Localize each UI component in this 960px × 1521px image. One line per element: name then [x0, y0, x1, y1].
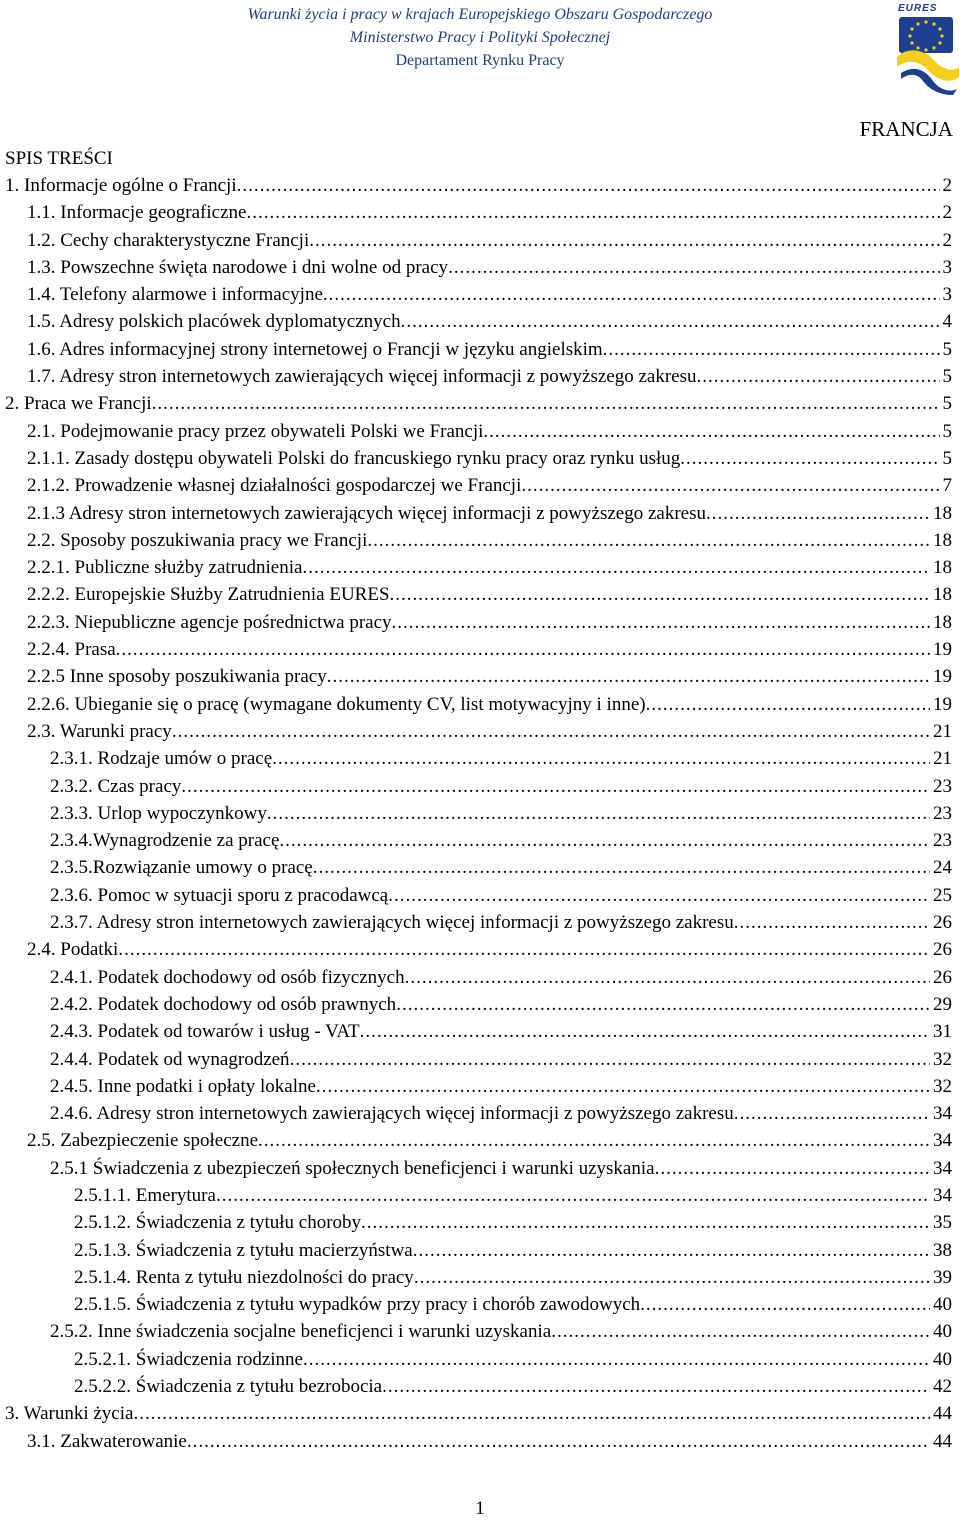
toc-entry-page: 5: [942, 420, 952, 442]
toc-entry-page: 3: [942, 284, 952, 306]
toc-entry[interactable]: [0, 472, 960, 499]
toc-dot-leader: [133, 1400, 930, 1427]
toc-entry[interactable]: [0, 1237, 960, 1264]
toc-entry[interactable]: [0, 1073, 960, 1100]
toc-entry-page: 5: [942, 338, 952, 360]
toc-entry-title: 2.4.5. Inne podatki i opłaty lokalne: [50, 1075, 316, 1097]
toc-entry-page: 18: [933, 529, 952, 551]
toc-dot-leader: [216, 1182, 930, 1209]
toc-entry-page: 40: [933, 1348, 952, 1370]
toc-dot-leader: [152, 390, 940, 417]
toc-entry[interactable]: [0, 718, 960, 745]
toc-entry-page: 29: [933, 993, 952, 1015]
toc-entry[interactable]: [0, 827, 960, 854]
toc-dot-leader: [327, 663, 930, 690]
toc-entry[interactable]: [0, 527, 960, 554]
header-line-3: Departament Rynku Pracy: [395, 52, 565, 69]
toc-entry-title: 2.4.2. Podatek dochodowy od osób prawnych: [50, 993, 397, 1015]
toc-dot-leader: [551, 1318, 930, 1345]
toc-entry-page: 25: [933, 884, 952, 906]
toc-entry[interactable]: [0, 909, 960, 936]
toc-dot-leader: [521, 472, 939, 499]
toc-entry[interactable]: [0, 745, 960, 772]
toc-dot-leader: [116, 636, 930, 663]
toc-entry-title: 2.1.1. Zasady dostępu obywateli Polski do francuskiego rynku pracy oraz rynku usług: [27, 447, 681, 469]
toc-entry[interactable]: [0, 936, 960, 963]
toc-entry[interactable]: [0, 1373, 960, 1400]
toc-entry-title: 2.5.1.4. Renta z tytułu niezdolności do pracy: [74, 1266, 414, 1288]
toc-entry-page: 32: [933, 1048, 952, 1070]
toc-dot-leader: [646, 691, 930, 718]
toc-entry-page: 18: [933, 584, 952, 606]
toc-dot-leader: [392, 609, 930, 636]
toc-entry[interactable]: [0, 1209, 960, 1236]
toc-entry-page: 23: [933, 775, 952, 797]
toc-dot-leader: [172, 718, 930, 745]
toc-entry-page: 2: [942, 202, 952, 224]
toc-entry-title: 2.2. Sposoby poszukiwania pracy we Francji: [27, 529, 368, 551]
toc-entry[interactable]: [0, 500, 960, 527]
header-text: [0, 3, 960, 72]
toc-entry[interactable]: [0, 390, 960, 417]
toc-entry-page: 18: [933, 502, 952, 524]
toc-entry-page: 34: [933, 1130, 952, 1152]
toc-entry-title: 2.3.4.Wynagrodzenie za pracę: [50, 830, 280, 852]
toc-dot-leader: [603, 336, 940, 363]
toc-dot-leader: [267, 800, 930, 827]
toc-entry-title: 2.1.2. Prowadzenie własnej działalności gospodarczej we Francji: [27, 475, 522, 497]
toc-entry-title: 2.3.2. Czas pracy: [50, 775, 182, 797]
toc-dot-leader: [303, 1346, 930, 1373]
toc-dot-leader: [246, 199, 939, 226]
toc-entry-page: 35: [933, 1212, 952, 1234]
toc-dot-leader: [309, 227, 939, 254]
toc-entry-page: 19: [933, 639, 952, 661]
toc-entry[interactable]: [0, 418, 960, 445]
toc-entry[interactable]: [0, 1018, 960, 1045]
toc-dot-leader: [405, 964, 930, 991]
toc-entry-page: 23: [933, 802, 952, 824]
toc-entry-title: 2.5.1.5. Świadczenia z tytułu wypadków przy pracy i chorób zawodowych: [74, 1294, 641, 1316]
toc-dot-leader: [367, 527, 930, 554]
toc-entry-page: 5: [942, 447, 952, 469]
toc-entry-page: 24: [933, 857, 952, 879]
toc-entry-page: 23: [933, 830, 952, 852]
toc-entry[interactable]: [0, 363, 960, 390]
toc-entry[interactable]: [0, 609, 960, 636]
toc-entry-page: 34: [933, 1157, 952, 1179]
toc-dot-leader: [734, 1100, 930, 1127]
toc-entry-page: 4: [942, 311, 952, 333]
toc-entry-page: 40: [933, 1321, 952, 1343]
toc-entry-page: 34: [933, 1184, 952, 1206]
toc-dot-leader: [187, 1428, 930, 1455]
toc-entry-title: 2.3.7. Adresy stron internetowych zawierających więcej informacji z powyższego zakresu: [50, 912, 734, 934]
toc-entry-title: 1.7. Adresy stron internetowych zawierających więcej informacji z powyższego zakresu: [27, 366, 697, 388]
toc-entry[interactable]: [0, 1400, 960, 1427]
toc-dot-leader: [706, 500, 930, 527]
toc-entry[interactable]: [0, 1100, 960, 1127]
table-of-contents: [0, 172, 960, 1455]
toc-entry[interactable]: [0, 1046, 960, 1073]
toc-dot-leader: [696, 363, 939, 390]
toc-entry[interactable]: [0, 581, 960, 608]
toc-entry[interactable]: [0, 227, 960, 254]
toc-dot-leader: [272, 745, 930, 772]
toc-entry-page: 21: [933, 720, 952, 742]
toc-dot-leader: [316, 1073, 930, 1100]
toc-entry-title: 3. Warunki życia: [5, 1403, 134, 1425]
toc-entry[interactable]: [0, 254, 960, 281]
toc-entry-title: 2.4.4. Podatek od wynagrodzeń: [50, 1048, 290, 1070]
eures-logo-text: EURES: [898, 3, 938, 14]
toc-entry-title: 2.1. Podejmowanie pracy przez obywateli Polski we Francji: [27, 420, 484, 442]
toc-entry-title: 1.6. Adres informacyjnej strony internetowej o Francji w języku angielskim: [27, 338, 603, 360]
toc-dot-leader: [390, 581, 930, 608]
toc-dot-leader: [396, 991, 930, 1018]
toc-entry-title: 2.3.5.Rozwiązanie umowy o pracę: [50, 857, 313, 879]
toc-entry-page: 18: [933, 557, 952, 579]
toc-entry-title: 2.2.3. Niepubliczne agencje pośrednictwa pracy: [27, 611, 392, 633]
toc-entry-page: 7: [942, 475, 952, 497]
toc-entry-title: 2.4.3. Podatek od towarów i usług - VAT: [50, 1021, 360, 1043]
toc-entry-page: 39: [933, 1266, 952, 1288]
toc-entry[interactable]: [0, 281, 960, 308]
toc-entry-title: 2.5.2.2. Świadczenia z tytułu bezrobocia: [74, 1376, 383, 1398]
toc-dot-leader: [237, 172, 940, 199]
toc-dot-leader: [655, 1155, 930, 1182]
toc-entry-title: 2.3.1. Rodzaje umów o pracę: [50, 748, 273, 770]
eures-logo-icon: [893, 3, 960, 95]
toc-entry-page: 40: [933, 1294, 952, 1316]
toc-entry-page: 26: [933, 966, 952, 988]
toc-entry-page: 5: [942, 393, 952, 415]
toc-dot-leader: [388, 882, 930, 909]
toc-dot-leader: [413, 1237, 930, 1264]
toc-dot-leader: [258, 1127, 930, 1154]
toc-entry-page: 21: [933, 748, 952, 770]
toc-entry[interactable]: [0, 1291, 960, 1318]
toc-entry-title: 3.1. Zakwaterowanie: [27, 1430, 187, 1452]
page-number: 1: [475, 1498, 485, 1519]
toc-entry-title: 1.4. Telefony alarmowe i informacyjne: [27, 284, 323, 306]
toc-dot-leader: [680, 445, 939, 472]
toc-entry-page: 31: [933, 1021, 952, 1043]
toc-entry-title: 1.1. Informacje geograficzne: [27, 202, 247, 224]
toc-entry-page: 34: [933, 1103, 952, 1125]
toc-entry-title: 2. Praca we Francji: [5, 393, 152, 415]
toc-dot-leader: [401, 308, 940, 335]
toc-entry-page: 44: [933, 1403, 952, 1425]
toc-entry[interactable]: [0, 1155, 960, 1182]
toc-dot-leader: [448, 254, 939, 281]
toc-entry[interactable]: [0, 172, 960, 199]
toc-entry-page: 19: [933, 666, 952, 688]
toc-entry[interactable]: [0, 854, 960, 881]
toc-dot-leader: [302, 554, 930, 581]
toc-entry[interactable]: [0, 636, 960, 663]
toc-entry-title: 2.2.1. Publiczne służby zatrudnienia: [27, 557, 303, 579]
toc-entry-page: 3: [942, 256, 952, 278]
toc-entry-title: 1.3. Powszechne święta narodowe i dni wolne od pracy: [27, 256, 449, 278]
toc-entry-title: 2.5.1.2. Świadczenia z tytułu choroby: [74, 1212, 362, 1234]
toc-entry-title: 2.5.1 Świadczenia z ubezpieczeń społecznych beneficjenci i warunki uzyskania: [50, 1157, 655, 1179]
header-line-2: Ministerstwo Pracy i Polityki Społecznej: [349, 29, 611, 46]
toc-dot-leader: [313, 854, 930, 881]
toc-entry-title: 2.4.1. Podatek dochodowy od osób fizycznych: [50, 966, 405, 988]
toc-entry-page: 44: [933, 1430, 952, 1452]
toc-entry[interactable]: [0, 773, 960, 800]
toc-entry-page: 38: [933, 1239, 952, 1261]
toc-heading: SPIS TREŚCI: [5, 148, 113, 169]
toc-entry-page: 19: [933, 693, 952, 715]
toc-entry[interactable]: [0, 1346, 960, 1373]
toc-entry-title: 2.5.2.1. Świadczenia rodzinne: [74, 1348, 303, 1370]
page-header: [0, 3, 960, 73]
toc-dot-leader: [118, 936, 930, 963]
toc-entry[interactable]: [0, 663, 960, 690]
toc-entry-page: 26: [933, 939, 952, 961]
toc-entry[interactable]: [0, 199, 960, 226]
toc-entry-page: 42: [933, 1376, 952, 1398]
toc-dot-leader: [734, 909, 930, 936]
toc-entry-page: 2: [942, 175, 952, 196]
toc-entry[interactable]: [0, 882, 960, 909]
toc-entry-title: 2.4. Podatki: [27, 939, 119, 961]
toc-entry-page: 5: [942, 366, 952, 388]
toc-entry[interactable]: [0, 1428, 960, 1455]
toc-entry-page: 32: [933, 1075, 952, 1097]
toc-dot-leader: [382, 1373, 930, 1400]
toc-entry-title: 2.5.1.1. Emerytura: [74, 1184, 216, 1206]
toc-entry-title: 2.2.2. Europejskie Służby Zatrudnienia EURES: [27, 584, 390, 606]
toc-entry-title: 2.2.4. Prasa: [27, 639, 116, 661]
toc-entry[interactable]: [0, 1264, 960, 1291]
toc-entry-title: 2.5.1.3. Świadczenia z tytułu macierzyństwa: [74, 1239, 413, 1261]
toc-entry-page: 26: [933, 912, 952, 934]
toc-entry-title: 2.4.6. Adresy stron internetowych zawierających więcej informacji z powyższego zakresu: [50, 1103, 734, 1125]
toc-dot-leader: [181, 773, 930, 800]
toc-entry[interactable]: [0, 308, 960, 335]
toc-entry[interactable]: [0, 445, 960, 472]
toc-dot-leader: [361, 1209, 930, 1236]
toc-entry[interactable]: [0, 800, 960, 827]
toc-entry-title: 2.3. Warunki pracy: [27, 720, 172, 742]
toc-dot-leader: [290, 1046, 930, 1073]
toc-entry-title: 2.2.6. Ubieganie się o pracę (wymagane dokumenty CV, list motywacyjny i inne): [27, 693, 646, 715]
toc-dot-leader: [279, 827, 930, 854]
toc-entry[interactable]: [0, 991, 960, 1018]
toc-entry-title: 1.5. Adresy polskich placówek dyplomatycznych: [27, 311, 401, 333]
toc-entry-title: 1. Informacje ogólne o Francji: [5, 175, 237, 196]
toc-entry-title: 2.1.3 Adresy stron internetowych zawierających więcej informacji z powyższego zakresu: [27, 502, 706, 524]
toc-entry[interactable]: [0, 964, 960, 991]
toc-entry-title: 2.3.3. Urlop wypoczynkowy: [50, 802, 267, 824]
toc-entry[interactable]: [0, 554, 960, 581]
toc-entry[interactable]: [0, 1182, 960, 1209]
toc-entry[interactable]: [0, 1318, 960, 1345]
toc-dot-leader: [323, 281, 940, 308]
toc-entry[interactable]: [0, 336, 960, 363]
toc-entry-title: 1.2. Cechy charakterystyczne Francji: [27, 229, 310, 251]
toc-entry-title: 2.5.2. Inne świadczenia socjalne beneficjenci i warunki uzyskania: [50, 1321, 552, 1343]
toc-entry[interactable]: [0, 1127, 960, 1154]
toc-entry-page: 2: [942, 229, 952, 251]
toc-dot-leader: [360, 1018, 930, 1045]
header-line-1: Warunki życia i pracy w krajach Europejskiego Obszaru Gospodarczego: [247, 6, 713, 23]
toc-entry[interactable]: [0, 691, 960, 718]
toc-dot-leader: [414, 1264, 930, 1291]
toc-dot-leader: [483, 418, 939, 445]
toc-entry-page: 18: [933, 611, 952, 633]
country-title: FRANCJA: [859, 117, 953, 141]
toc-entry-title: 2.2.5 Inne sposoby poszukiwania pracy: [27, 666, 327, 688]
toc-entry-title: 2.3.6. Pomoc w sytuacji sporu z pracodawcą: [50, 884, 389, 906]
toc-entry-title: 2.5. Zabezpieczenie społeczne: [27, 1130, 259, 1152]
toc-dot-leader: [640, 1291, 930, 1318]
